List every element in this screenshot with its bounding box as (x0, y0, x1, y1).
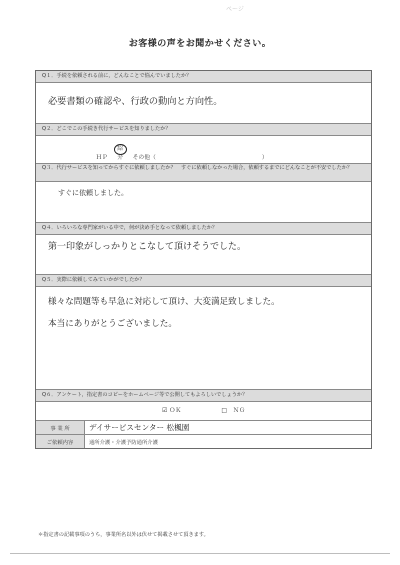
question-1-label: Q１．手続を依頼される前に，どんなことで悩んでいましたか？ (36, 71, 371, 83)
office-value-text: デイサービスセンター 松楓園 (89, 423, 190, 432)
service-row (36, 435, 371, 449)
question-4-answer: 第一印象がしっかりとこなして頂けそうでした。 (48, 242, 247, 252)
office-label: 事 業 所 (36, 421, 85, 435)
question-2-label: Q２．どこでこの手続き代行サービスを知りましたか？ (36, 124, 371, 136)
question-1-answer-box (36, 83, 371, 124)
office-value (85, 421, 372, 435)
question-3-answer-box (36, 182, 371, 223)
referral-options (96, 144, 274, 161)
survey-form (35, 70, 372, 449)
question-2-answer-box (36, 136, 371, 164)
permission-ng[interactable]: □ ＮＧ (221, 407, 245, 414)
client-info-table (36, 421, 371, 448)
corner-mark: ぺージ (226, 6, 244, 13)
question-4-label: Q４．いろいろな専門家がいる中で，何が決め手となって依頼しましたか？ (36, 223, 371, 235)
option-referral-selected[interactable]: 紹介 (114, 144, 127, 155)
bottom-divider (10, 553, 390, 554)
question-6-label: Q６．アンケート，指定書のコピーをホームページ等で公開してもよろしいでしょうか？ (36, 390, 371, 402)
question-4-answer-box (36, 235, 371, 275)
service-label: ご依頼内容 (36, 435, 85, 449)
question-5-answer-line-2: 本当にありがとうございました。 (48, 319, 177, 329)
option-other-close: ） (261, 155, 268, 161)
question-3-label: Q３．代行サービスを知ってからすぐに依頼しましたか？ すぐに依頼しなかった場合，依頼するまでにどんなことが不安でしたか？ (36, 164, 371, 182)
footnote: ＊指定書の記載事項のうち，事業所名以外は伏せて掲載させて頂きます。 (38, 532, 209, 538)
question-1-answer: 必要書類の確認や、行政の動向と方向性。 (48, 96, 223, 107)
question-5-answer-box (36, 287, 371, 390)
question-3-answer: すぐに依頼しました。 (58, 189, 128, 197)
office-row (36, 421, 371, 435)
service-value: 通所介護・介護予防通所介護 (85, 435, 372, 449)
permission-ok-checked[interactable]: ☑ ＯＫ (162, 407, 182, 414)
page-title: お客様の声をお聞かせください。 (128, 39, 272, 49)
publish-permission (36, 402, 371, 421)
option-other[interactable]: その他（ (132, 155, 156, 161)
option-hp[interactable]: ＨＰ (96, 155, 108, 161)
question-5-label: Q５．実際に依頼してみていかがでしたか？ (36, 275, 371, 287)
question-5-answer-line-1: 様々な問題等も早急に対応して頂け、大変満足致しました。 (48, 297, 280, 307)
